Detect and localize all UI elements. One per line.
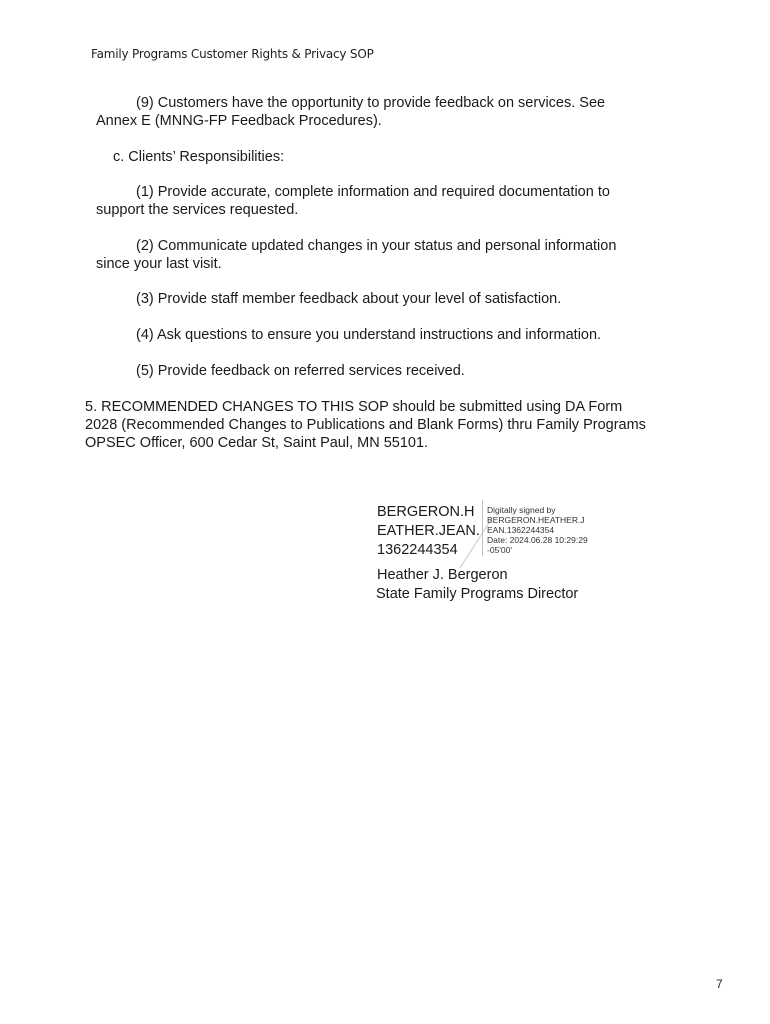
section-5-line-2: 2028 (Recommended Changes to Publications and Blank Forms) thru Family Programs — [85, 417, 646, 433]
responsibility-3: (3) Provide staff member feedback about your level of satisfaction. — [136, 291, 562, 307]
signature-detail-line-3: EAN.1362244354 — [487, 525, 555, 535]
signature-detail-line-5: -05'00' — [487, 545, 512, 555]
page-number: 7 — [716, 977, 723, 991]
signature-divider — [482, 500, 483, 556]
responsibility-2-line-2: since your last visit. — [96, 256, 222, 272]
responsibility-2-line-1: (2) Communicate updated changes in your status and personal information — [136, 238, 617, 254]
digital-signature-details — [487, 505, 597, 555]
responsibility-5: (5) Provide feedback on referred services received. — [136, 363, 465, 379]
signer-name: Heather J. Bergeron — [377, 567, 508, 583]
signature-name-line-3: 1362244354 — [377, 542, 458, 558]
signature-name-line-1: BERGERON.H — [377, 504, 475, 520]
item-9-line-2: Annex E (MNNG-FP Feedback Procedures). — [96, 113, 382, 129]
signature-detail-line-2: BERGERON.HEATHER.J — [487, 515, 585, 525]
page-header: Family Programs Customer Rights & Privacy SOP — [91, 47, 374, 61]
signature-detail-line-1: Digitally signed by — [487, 505, 556, 515]
section-5-line-3: OPSEC Officer, 600 Cedar St, Saint Paul, MN 55101. — [85, 435, 429, 451]
signer-title: State Family Programs Director — [376, 586, 579, 602]
responsibility-1-line-2: support the services requested. — [96, 202, 299, 218]
signature-name-line-2: EATHER.JEAN. — [377, 523, 480, 539]
signature-detail-line-4: Date: 2024.06.28 10:29:29 — [487, 535, 588, 545]
section-c-heading: c. Clients’ Responsibilities: — [113, 149, 285, 165]
responsibility-4: (4) Ask questions to ensure you understand instructions and information. — [136, 327, 602, 343]
section-5-line-1: 5. RECOMMENDED CHANGES TO THIS SOP should be submitted using DA Form — [85, 399, 623, 415]
item-9-line-1: (9) Customers have the opportunity to provide feedback on services. See — [136, 95, 606, 111]
responsibility-1-line-1: (1) Provide accurate, complete information and required documentation to — [136, 184, 610, 200]
